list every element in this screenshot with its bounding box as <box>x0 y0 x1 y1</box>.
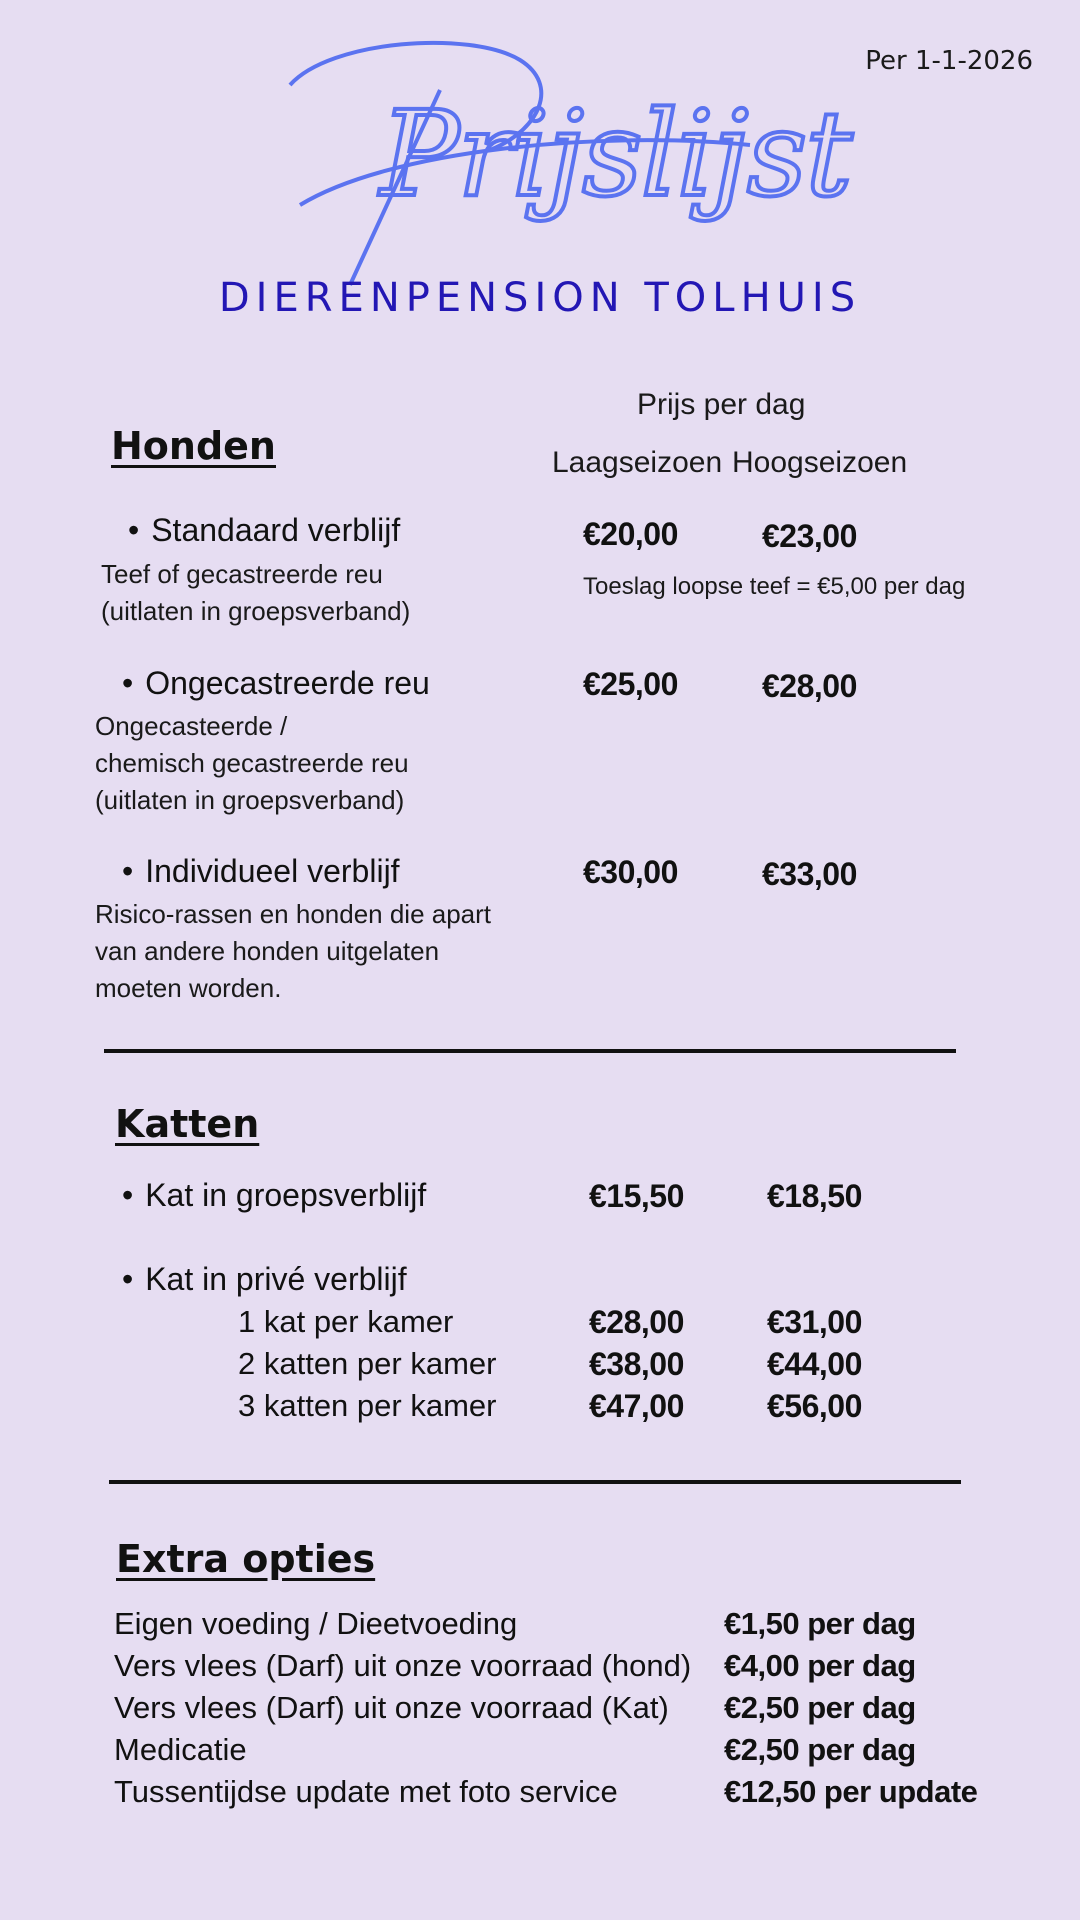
price-high: €56,00 <box>767 1388 862 1424</box>
price-high: €23,00 <box>762 518 857 554</box>
business-name: DIERENPENSION TOLHUIS <box>218 275 862 321</box>
bullet: • <box>128 512 140 548</box>
cats-heading: Katten <box>115 1102 260 1146</box>
item-name: Kat in groepsverblijf <box>145 1177 427 1213</box>
price-high: €44,00 <box>767 1346 862 1382</box>
price-low: €38,00 <box>589 1346 684 1382</box>
effective-date: Per 1-1-2026 <box>865 46 1033 76</box>
item-name: Ongecastreerde reu <box>145 665 430 701</box>
extra-option-label: Vers vlees (Darf) uit onze voorraad (hond) <box>114 1648 692 1683</box>
dog-item-individual-desc <box>95 896 491 1007</box>
divider <box>104 1049 956 1053</box>
cat-item-private <box>122 1261 407 1298</box>
dog-item-individual <box>122 853 400 890</box>
dogs-heading: Honden <box>111 424 276 468</box>
low-season-heading: Laagseizoen <box>552 446 723 479</box>
desc-line: van andere honden uitgelaten <box>95 936 440 966</box>
extra-option-label: Medicatie <box>114 1732 247 1767</box>
title-script <box>270 30 851 300</box>
extra-option-price: €12,50 per update <box>724 1774 978 1809</box>
dog-item-uncastrated <box>122 665 430 702</box>
price-per-day-heading: Prijs per dag <box>637 388 806 421</box>
price-low: €30,00 <box>583 854 678 890</box>
price-high: €18,50 <box>767 1178 862 1214</box>
price-low: €25,00 <box>583 666 678 702</box>
extra-option-label: Tussentijdse update met foto service <box>114 1774 618 1809</box>
bullet: • <box>122 1261 134 1297</box>
surcharge-note: Toeslag loopse teef = €5,00 per dag <box>583 573 966 600</box>
desc-line: (uitlaten in groepsverband) <box>95 785 405 815</box>
desc-line: (uitlaten in groepsverband) <box>101 596 411 626</box>
extra-option-price: €2,50 per dag <box>724 1690 916 1725</box>
divider <box>109 1480 961 1484</box>
extra-option-price: €4,00 per dag <box>724 1648 916 1683</box>
dog-item-standard-desc <box>101 556 410 630</box>
title-text: Prijslijst <box>380 85 851 223</box>
desc-line: Risico-rassen en honden die apart <box>95 899 492 929</box>
bullet: • <box>122 853 134 889</box>
price-low: €47,00 <box>589 1388 684 1424</box>
desc-line: chemisch gecastreerde reu <box>95 748 409 778</box>
extra-option-price: €2,50 per dag <box>724 1732 916 1767</box>
price-high: €28,00 <box>762 668 857 704</box>
extra-option-label: Vers vlees (Darf) uit onze voorraad (Kat) <box>114 1690 669 1725</box>
private-room-option: 1 kat per kamer <box>238 1304 454 1339</box>
bullet: • <box>122 1177 134 1213</box>
price-low: €28,00 <box>589 1304 684 1340</box>
dog-item-standard <box>128 512 400 549</box>
extra-option-price: €1,50 per dag <box>724 1606 916 1641</box>
price-low: €15,50 <box>589 1178 684 1214</box>
price-high: €33,00 <box>762 856 857 892</box>
item-name: Individueel verblijf <box>145 853 400 889</box>
price-low: €20,00 <box>583 516 678 552</box>
desc-line: moeten worden. <box>95 973 282 1003</box>
dog-item-uncastrated-desc <box>95 708 409 819</box>
extras-heading: Extra opties <box>116 1537 376 1581</box>
high-season-heading: Hoogseizoen <box>732 446 908 479</box>
private-room-option: 2 katten per kamer <box>238 1346 497 1381</box>
bullet: • <box>122 665 134 701</box>
desc-line: Ongecasteerde / <box>95 711 288 741</box>
private-room-option: 3 katten per kamer <box>238 1388 497 1423</box>
item-name: Standaard verblijf <box>151 512 401 548</box>
price-high: €31,00 <box>767 1304 862 1340</box>
extra-option-label: Eigen voeding / Dieetvoeding <box>114 1606 518 1641</box>
desc-line: Teef of gecastreerde reu <box>101 559 383 589</box>
item-name: Kat in privé verblijf <box>145 1261 407 1297</box>
page-title <box>270 30 851 300</box>
cat-item-group <box>122 1177 426 1214</box>
